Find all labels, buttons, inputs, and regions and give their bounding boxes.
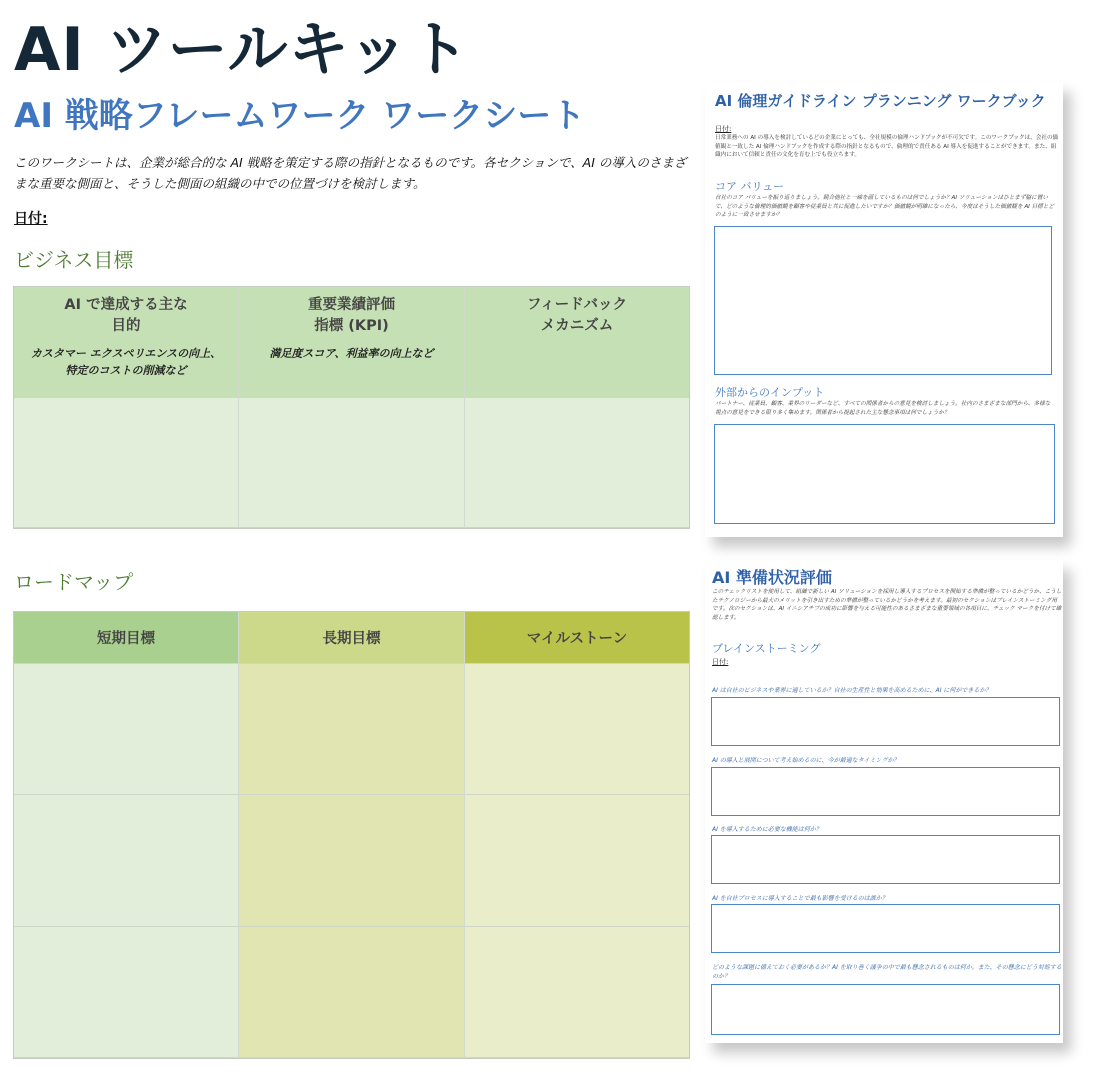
roadmap-cell[interactable]	[239, 795, 465, 926]
question-4: AI を自社プロセスに導入することで最も影響を受けるのは誰か？	[712, 895, 888, 902]
business-goals-input-kpi[interactable]	[239, 398, 465, 528]
answer-box-5[interactable]	[711, 984, 1060, 1035]
readiness-date-label: 日付:	[712, 658, 729, 666]
answer-box-3[interactable]	[711, 835, 1060, 884]
core-values-text: 自社のコア バリューを振り返りましょう。競合他社と一線を画しているものは何でしょうか？AI ソリューションはひとまず脇に置いて、どのような倫理的価値観を顧客や従業員と共に促進したいですか？価値観が明確になったら、今度はそうした価値観を AI 目標とどのように一致させますか？	[715, 195, 1054, 218]
answer-box-2[interactable]	[711, 767, 1060, 816]
business-goals-header-feedback	[465, 287, 689, 398]
intro-text: このワークシートは、企業が総合的な AI 戦略を策定する際の指針となるものです。各セクションで、AI の導入のさまざまな重要な側面と、そうした側面の組織の中での位置づけを検討します。	[14, 155, 687, 191]
answer-box-1[interactable]	[711, 697, 1060, 746]
external-input-heading: 外部からのインプット	[715, 386, 825, 399]
business-goals-header-kpi	[239, 287, 465, 398]
question-5: どのような課題に備えておく必要があるか？AI を取り巻く議争の中で最も懸念されるものは何か。また、その懸念にどう対処するのか？	[712, 964, 1062, 980]
header-subtitle: 満足度スコア、利益率の向上など	[269, 347, 434, 360]
header-title: フィードバック メカニズム	[526, 297, 628, 334]
readiness-intro: このチェックリストを使用して、組織で新しい AI ソリューションを採用し導入するプロセスを開始する準備が整っているかどうか、こうしたテクノロジーから最大のメリットを引き出すための準備が整っているかどうかを考えます。最初のセクションはブレインストーミング用です。次のセクションは、AI イニシアチブの成功に影響を与える可能性のあるさまざまな重要領域の各項目に、チェック マークを付けて確認します。	[712, 589, 1062, 621]
header-subtitle: カスタマー エクスペリエンスの向上、 特定のコストの削減など	[30, 347, 222, 377]
ethics-intro: 日常業務への AI の導入を検討しているどの企業にとっても、全社規模の倫理ハンドブックが不可欠です。このワークブックは、会社の価値観と一致した AI 倫理ハンドブックを作成する際の指針となるもので、倫理的で責任ある AI 導入を促進することができます。また、組織内において信頼と責任の文化を育む上でも役立ちます。	[715, 135, 1059, 158]
roadmap-header-long-term: 長期目標	[239, 612, 465, 664]
roadmap-cell[interactable]	[14, 664, 239, 795]
core-values-box[interactable]	[714, 226, 1052, 375]
question-1: AI は自社のビジネスや業界に適しているか？自社の生産性と効果を高めるために、AI に何ができるか？	[712, 687, 992, 694]
roadmap-cell[interactable]	[14, 927, 239, 1058]
external-input-box[interactable]	[714, 424, 1055, 524]
roadmap-header-short-term: 短期目標	[14, 612, 239, 664]
business-goals-heading: ビジネス目標	[14, 248, 134, 272]
roadmap-cell[interactable]	[465, 795, 689, 926]
page-title: AI ツールキット	[14, 15, 471, 85]
roadmap-heading: ロードマップ	[14, 570, 134, 594]
business-goals-input-feedback[interactable]	[465, 398, 689, 528]
ethics-date-label: 日付:	[715, 125, 732, 133]
readiness-doc-title: AI 準備状況評価	[712, 568, 832, 587]
external-input-text: パートナー、従業員、顧客、業界のリーダーなど、すべての関係者からの意見を検討しましょう。社内のさまざまな部門から、多様な視点の意見をできる限り多く集めます。関係者から提起された主な懸念事項は何でしょうか？	[715, 401, 1051, 416]
business-goals-input-objective[interactable]	[14, 398, 239, 528]
brainstorm-heading: ブレインストーミング	[712, 642, 821, 655]
worksheet-title: AI 戦略フレームワーク ワークシート	[14, 96, 586, 136]
roadmap-header-milestone: マイルストーン	[465, 612, 689, 664]
roadmap-cell[interactable]	[239, 664, 465, 795]
roadmap-cell[interactable]	[14, 795, 239, 926]
roadmap-table	[13, 611, 690, 1059]
readiness-assessment-preview	[705, 560, 1063, 1043]
date-label: 日付:	[14, 211, 48, 227]
question-3: AI を導入するために必要な機能は何か？	[712, 826, 822, 833]
ethics-doc-title: AI 倫理ガイドライン プランニング ワークブック	[715, 92, 1046, 110]
header-title: AI で達成する主な 目的	[64, 297, 188, 334]
roadmap-cell[interactable]	[239, 927, 465, 1058]
business-goals-header-objective	[14, 287, 239, 398]
business-goals-table	[13, 286, 690, 529]
roadmap-cell[interactable]	[465, 664, 689, 795]
header-title: 重要業績評価 指標 (KPI)	[308, 297, 395, 334]
question-2: AI の導入と展開について考え始めるのに、今が最適なタイミングか？	[712, 757, 900, 764]
core-values-heading: コア バリュー	[715, 180, 785, 193]
roadmap-cell[interactable]	[465, 927, 689, 1058]
answer-box-4[interactable]	[711, 904, 1060, 953]
ethics-workbook-preview	[705, 82, 1063, 537]
